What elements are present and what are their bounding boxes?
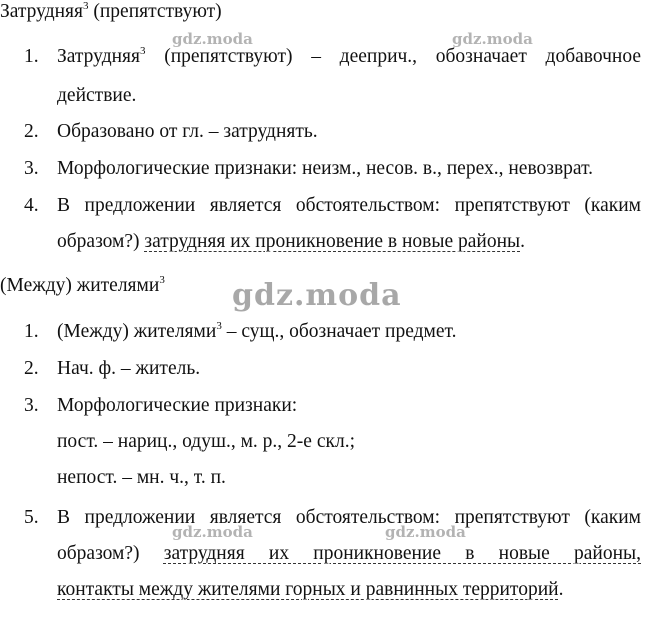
- item-number: 4.: [24, 195, 39, 216]
- heading-word: (Между) жителями: [0, 275, 160, 296]
- watermark: gdz.moda: [232, 278, 402, 313]
- item-number: 3.: [24, 395, 39, 416]
- item-word: Затрудняя: [57, 46, 140, 67]
- heading-sup: 3: [83, 0, 89, 12]
- watermark: gdz.moda: [385, 523, 466, 541]
- heading-word: Затрудняя: [0, 1, 83, 22]
- item-line: Нач. ф. – житель.: [57, 358, 201, 379]
- item-rest: – сущ., обозначает предмет.: [221, 321, 457, 342]
- watermark: gdz.moda: [452, 30, 533, 48]
- item-line: [57, 320, 456, 344]
- item-sub-line: непост. – мн. ч., т. п.: [57, 467, 226, 488]
- item-number: 3.: [24, 158, 39, 179]
- item-cont-plain: образом?): [57, 231, 145, 252]
- item-line: [57, 45, 641, 69]
- item-continuation: [57, 578, 563, 602]
- item-line: В предложении является обстоятельством: препятствуют (каким: [57, 507, 641, 528]
- item-cont-plain: образом?): [57, 543, 164, 564]
- item-continuation: действие.: [57, 85, 137, 106]
- underlined-phrase: затрудняя их проникновение в новые районы,: [163, 543, 641, 564]
- item-continuation: [57, 230, 525, 254]
- item-sup: 3: [216, 320, 222, 332]
- watermark: gdz.moda: [172, 523, 253, 541]
- item-line: Образовано от гл. – затруднять.: [57, 121, 318, 142]
- underlined-phrase: контакты между жителями горных и равнинных территорий: [57, 579, 559, 600]
- watermark: gdz.moda: [172, 30, 253, 48]
- item-sub-line: пост. – нариц., одуш., м. р., 2-е скл.;: [57, 431, 355, 452]
- item-number: 5.: [24, 507, 39, 528]
- item-cont-end: .: [558, 579, 564, 600]
- item-line: Морфологические признаки: неизм., несов. в., перех., невозврат.: [57, 158, 594, 179]
- item-number: 2.: [24, 121, 39, 142]
- heading-sup: 3: [159, 274, 165, 286]
- section1-heading: [0, 0, 222, 24]
- item-cont-end: .: [520, 231, 526, 252]
- item-line: В предложении является обстоятельством: препятствуют (каким: [57, 195, 641, 216]
- underlined-phrase: затрудняя их проникновение в новые районы: [144, 231, 521, 252]
- item-line: Морфологические признаки:: [57, 395, 298, 416]
- section2-heading: [0, 274, 165, 298]
- item-number: 1.: [24, 321, 39, 342]
- item-rest: (препятствуют) – дееприч., обозначает добавочное: [145, 46, 641, 67]
- item-continuation: [57, 542, 641, 566]
- item-number: 2.: [24, 358, 39, 379]
- item-number: 1.: [24, 46, 39, 67]
- item-word: (Между) жителями: [57, 321, 217, 342]
- heading-rest: (препятствуют): [88, 1, 222, 22]
- item-sup: 3: [140, 45, 146, 57]
